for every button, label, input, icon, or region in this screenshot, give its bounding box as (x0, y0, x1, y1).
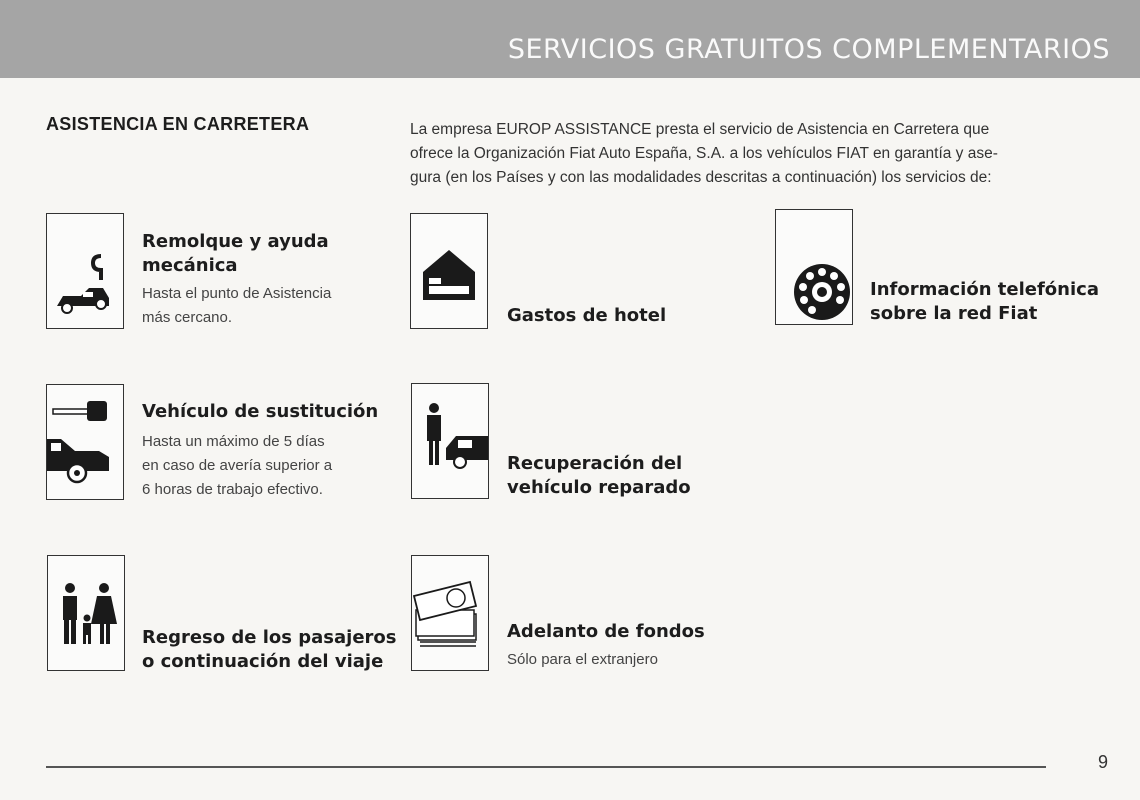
service-title-line: vehículo reparado (507, 477, 691, 498)
section-title: ASISTENCIA EN CARRETERA (46, 114, 310, 134)
service-title-line: sobre la red Fiat (870, 303, 1038, 324)
service-title (507, 620, 705, 644)
service-title-line: Recuperación del (507, 453, 683, 474)
page-number: 9 (1098, 752, 1109, 772)
service-desc-line: más cercano. (142, 309, 233, 326)
service-description (507, 648, 658, 672)
service-title (142, 230, 329, 278)
service-title (870, 278, 1099, 326)
service-title-line: Remolque y ayuda (142, 231, 329, 252)
intro-line: gura (en los Países y con las modalidades descritas a continuación) los servicios de: (410, 169, 992, 186)
service-description (142, 282, 331, 330)
service-title-line: o continuación del viaje (142, 651, 384, 672)
service-title (142, 400, 378, 424)
service-title-line: mecánica (142, 255, 238, 276)
hotel-bed-icon (410, 213, 488, 329)
service-desc-line: Hasta un máximo de 5 días (142, 433, 325, 450)
service-title-line: Regreso de los pasajeros (142, 627, 397, 648)
header-band (0, 0, 1140, 78)
service-desc-line: Sólo para el extranjero (507, 651, 658, 668)
service-desc-line: en caso de avería superior a (142, 457, 333, 474)
service-description (142, 430, 332, 502)
footer-rule (46, 766, 1046, 768)
service-title-line: Información telefónica (870, 279, 1099, 300)
person-car-icon (411, 383, 489, 499)
family-icon (47, 555, 125, 671)
service-title (142, 626, 397, 674)
car-key-icon (46, 384, 124, 500)
tow-truck-icon (46, 213, 124, 329)
intro-line: ofrece la Organización Fiat Auto España, S.A. a los vehículos FIAT en garantía y ase- (410, 145, 998, 162)
service-desc-line: Hasta el punto de Asistencia (142, 285, 332, 302)
page-title: SERVICIOS GRATUITOS COMPLEMENTARIOS (507, 34, 1110, 65)
rotary-phone-icon (775, 209, 853, 325)
service-title-line: Adelanto de fondos (507, 621, 705, 642)
service-title (507, 304, 666, 328)
intro-line: La empresa EUROP ASSISTANCE presta el servicio de Asistencia en Carretera que (410, 121, 990, 138)
service-title-line: Gastos de hotel (507, 305, 667, 326)
service-title-line: Vehículo de sustitución (142, 401, 379, 422)
service-desc-line: 6 horas de trabajo efectivo. (142, 481, 323, 498)
banknotes-icon (411, 555, 489, 671)
intro-paragraph (410, 118, 1115, 190)
service-title (507, 452, 691, 500)
